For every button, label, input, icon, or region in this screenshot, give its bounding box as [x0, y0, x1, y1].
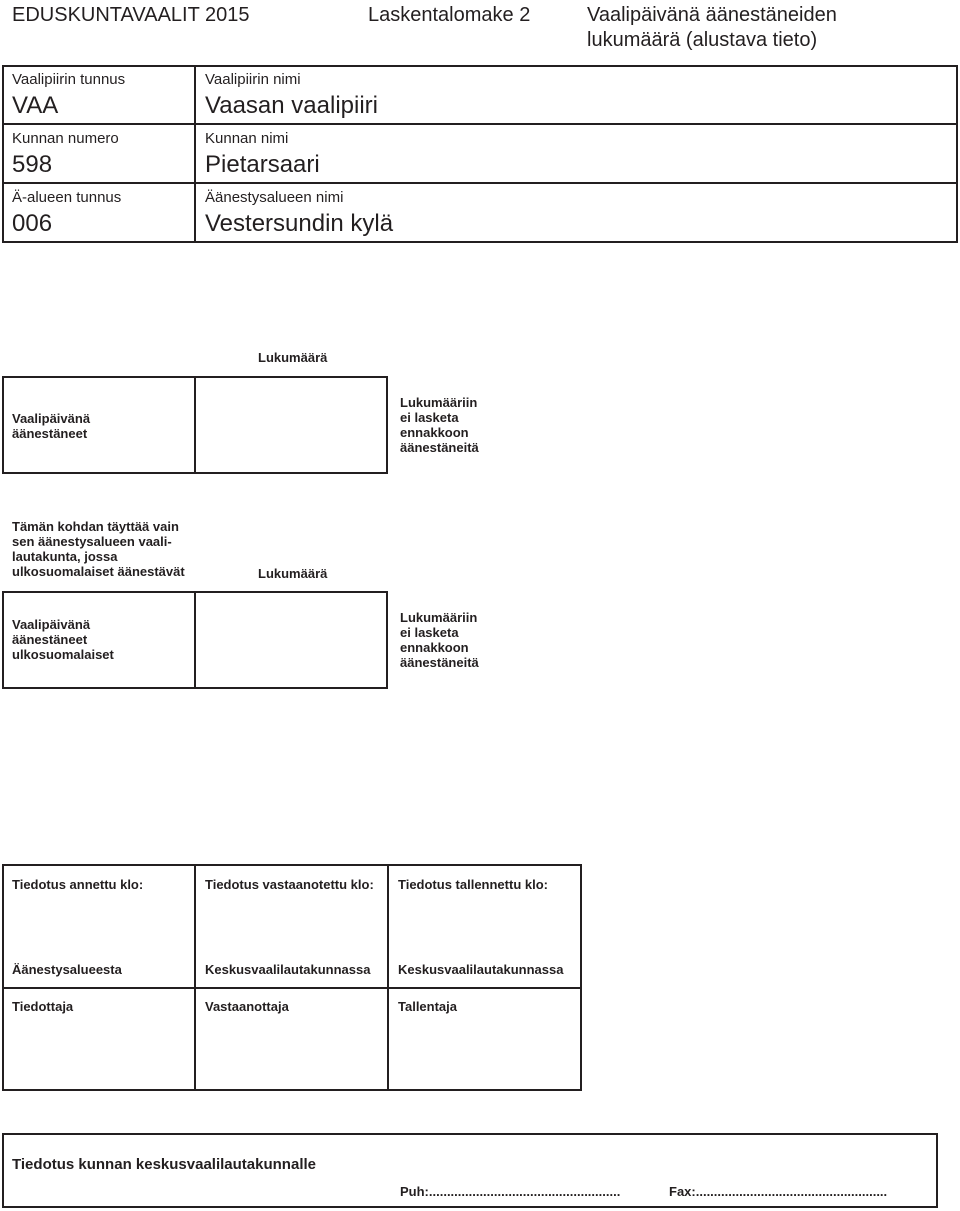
abroad-voters-label: Vaalipäivänä äänestäneet ulkosuomalaiset: [12, 617, 114, 662]
count-header: Lukumäärä: [258, 566, 328, 581]
notification-row-divider: [2, 987, 582, 989]
notification-col-divider: [194, 864, 196, 1091]
received-time-label: Tiedotus vastaanotettu klo:: [205, 877, 374, 892]
form-title: Laskentalomake 2: [368, 4, 531, 26]
area-code: 006: [12, 210, 53, 237]
exclusion-note: Lukumääriin ei lasketa ennakkoon äänestäneitä: [400, 395, 479, 455]
voters-label: Vaalipäivänä äänestäneet: [12, 411, 91, 441]
notification-table: [2, 864, 582, 1091]
recorder-label: Tallentaja: [398, 999, 458, 1014]
municipality-name: Pietarsaari: [205, 151, 320, 178]
info-table-divider: [194, 65, 196, 243]
area-name: Vestersundin kylä: [205, 210, 394, 237]
info-row-divider: [2, 123, 958, 125]
form-subject-line2: lukumäärä (alustava tieto): [587, 29, 818, 51]
fax-field[interactable]: Fax:.....................................................: [669, 1184, 888, 1199]
municipality-number: 598: [12, 151, 53, 178]
municipality-name-label: Kunnan nimi: [205, 130, 289, 147]
abroad-count-field[interactable]: [198, 595, 384, 685]
district-name-label: Vaalipiirin nimi: [205, 71, 301, 88]
phone-field[interactable]: Puh:.....................................................: [400, 1184, 621, 1199]
abroad-instruction: Tämän kohdan täyttää vain sen äänestysalueen vaali- lautakunta, jossa ulkosuomalaiset äänestävät: [12, 519, 185, 579]
district-code-label: Vaalipiirin tunnus: [12, 71, 126, 88]
voters-count-field[interactable]: [198, 380, 384, 470]
election-title: EDUSKUNTAVAALIT 2015: [12, 4, 250, 26]
informant-label: Tiedottaja: [12, 999, 74, 1014]
notification-col-divider: [387, 864, 389, 1091]
area-code-label: Ä-alueen tunnus: [12, 189, 122, 206]
from-area-label: Äänestysalueesta: [12, 962, 122, 977]
area-name-label: Äänestysalueen nimi: [205, 189, 344, 206]
form-subject-line1: Vaalipäivänä äänestäneiden: [587, 4, 837, 26]
given-time-label: Tiedotus annettu klo:: [12, 877, 144, 892]
receiver-label: Vastaanottaja: [205, 999, 289, 1014]
municipality-number-label: Kunnan numero: [12, 130, 119, 147]
district-code: VAA: [12, 92, 59, 119]
exclusion-note: Lukumääriin ei lasketa ennakkoon äänestäneitä: [400, 610, 479, 670]
footer-title: Tiedotus kunnan keskusvaalilautakunnalle: [12, 1156, 316, 1173]
abroad-count-divider: [194, 591, 196, 689]
board-label: Keskusvaalilautakunnassa: [398, 962, 564, 977]
info-table: [2, 65, 958, 243]
voters-count-divider: [194, 376, 196, 474]
district-name: Vaasan vaalipiiri: [205, 92, 378, 119]
info-row-divider: [2, 182, 958, 184]
board-label: Keskusvaalilautakunnassa: [205, 962, 371, 977]
count-header: Lukumäärä: [258, 350, 328, 365]
saved-time-label: Tiedotus tallennettu klo:: [398, 877, 548, 892]
